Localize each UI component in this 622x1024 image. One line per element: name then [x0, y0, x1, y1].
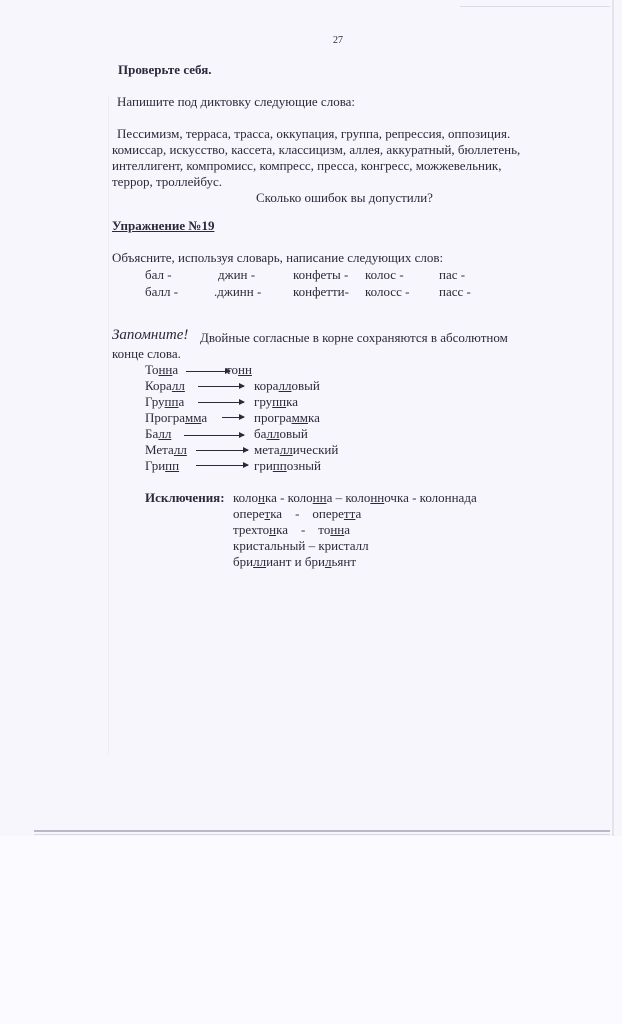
arrow-icon — [196, 450, 248, 451]
word-row1-5: пас - — [439, 267, 466, 282]
exception-line-3: трехтонка - тонна — [233, 522, 351, 537]
remember-label: Запомните! — [112, 327, 189, 343]
word-row2-1: балл - — [145, 284, 179, 299]
word-row2-3: конфетти- — [293, 284, 349, 299]
check-words-line-1: Пессимизм, терраса, трасса, оккупация, группа, репрессия, оппозиция. — [117, 126, 511, 141]
word-row1-3: конфеты - — [293, 267, 349, 282]
page-bottom-border — [34, 830, 610, 832]
word-row1-1: бал - — [145, 267, 172, 282]
pair-3-base: Группа — [145, 394, 185, 409]
check-question: Сколько ошибок вы допустили? — [256, 190, 433, 205]
exercise-heading: Упражнение №19 — [112, 218, 215, 233]
pair-5-base: Балл — [145, 426, 172, 441]
arrow-icon — [198, 402, 244, 403]
pair-7-base: Грипп — [145, 458, 180, 473]
pair-2-derived: коралловый — [254, 378, 320, 393]
word-row1-4: колос - — [365, 267, 404, 282]
pair-1-base: Тонна — [145, 362, 179, 377]
exception-line-5: бриллиант и брильянт — [233, 554, 357, 569]
exceptions-label: Исключения: — [145, 490, 225, 505]
arrow-icon — [184, 435, 244, 436]
exception-line-1: колонка - колонна – колонночка - колоннада — [233, 490, 477, 505]
arrow-icon — [198, 386, 244, 387]
margin-line — [108, 95, 109, 755]
pair-6-base: Металл — [145, 442, 187, 457]
exception-line-2: оперетка - оперетта — [233, 506, 362, 521]
check-instruction: Напишите под диктовку следующие слова: — [117, 94, 356, 109]
page-bottom-border-shadow — [34, 834, 610, 835]
arrow-icon — [196, 465, 248, 466]
word-row2-4: колосс - — [365, 284, 410, 299]
pair-1-derived: тонн — [226, 362, 252, 377]
pair-3-derived: группка — [254, 394, 298, 409]
exercise-instruction: Объясните, используя словарь, написание следующих слов: — [112, 250, 444, 265]
remember-text-line-1: Двойные согласные в корне сохраняются в абсолютном — [200, 330, 508, 345]
page-top-edge — [460, 6, 610, 7]
page-right-edge — [612, 0, 614, 836]
check-words-line-3: интеллигент, компромисс, компресс, пресса, конгресс, можжевельник, — [112, 158, 502, 173]
word-row2-2: .джинн - — [214, 284, 262, 299]
check-words-line-2: комиссар, искусство, кассета, классицизм, аллея, аккуратный, бюллетень, — [112, 142, 521, 157]
page-number: 27 — [333, 35, 343, 46]
pair-4-derived: программка — [254, 410, 320, 425]
check-words-line-4: террор, троллейбус. — [112, 174, 222, 189]
pair-5-derived: балловый — [254, 426, 308, 441]
pair-6-derived: металлический — [254, 442, 339, 457]
pair-7-derived: гриппозный — [254, 458, 322, 473]
arrow-icon — [222, 417, 244, 418]
word-row1-2: джин - — [218, 267, 256, 282]
arrow-icon — [186, 371, 230, 372]
pair-4-base: Программа — [145, 410, 208, 425]
remember-text-line-2: конце слова. — [112, 346, 181, 361]
exception-line-4: кристальный – кристалл — [233, 538, 369, 553]
word-row2-5: пасс - — [439, 284, 471, 299]
check-heading: Проверьте себя. — [118, 62, 212, 77]
pair-2-base: Коралл — [145, 378, 185, 393]
